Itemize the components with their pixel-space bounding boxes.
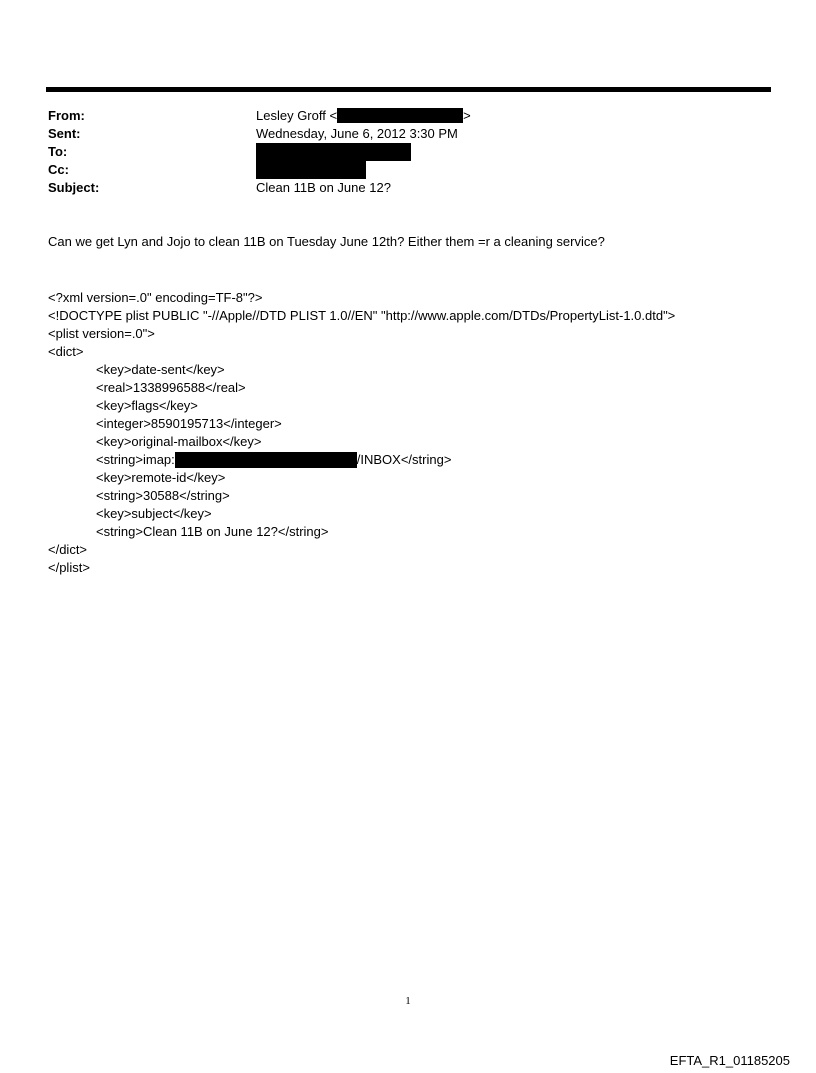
redacted-to-recipients — [256, 143, 411, 161]
subject-row — [48, 179, 748, 197]
from-row — [48, 107, 748, 125]
plist-close: </plist> — [48, 560, 90, 575]
value-date-sent: <real>1338996588</real> — [96, 380, 246, 395]
cc-label: Cc: — [48, 162, 69, 177]
from-label: From: — [48, 108, 85, 123]
from-name: Lesley Groff < — [256, 108, 338, 123]
header-divider — [46, 87, 771, 92]
value-original-mailbox — [48, 451, 675, 469]
cc-row — [48, 161, 748, 179]
doctype-line: <!DOCTYPE plist PUBLIC "-//Apple//DTD PLIST 1.0//EN" "http://www.apple.com/DTDs/PropertyList-1.0.dtd"> — [48, 308, 676, 323]
imap-suffix: /INBOX</string> — [356, 452, 452, 467]
to-label: To: — [48, 144, 68, 159]
dict-close: </dict> — [48, 542, 88, 557]
imap-prefix: <string>imap: — [96, 452, 175, 467]
dict-open: <dict> — [48, 344, 84, 359]
page-number: 1 — [405, 995, 411, 1007]
plist-open: <plist version=.0"> — [48, 326, 155, 341]
redacted-cc-recipients — [256, 161, 366, 179]
key-subject: <key>subject</key> — [96, 506, 212, 521]
plist-xml — [48, 289, 675, 577]
email-header — [48, 107, 748, 197]
xml-declaration: <?xml version=.0" encoding=TF-8"?> — [48, 290, 263, 305]
redacted-mailbox — [175, 452, 357, 468]
value-flags: <integer>8590195713</integer> — [96, 416, 282, 431]
from-suffix: > — [463, 108, 471, 123]
key-date-sent: <key>date-sent</key> — [96, 362, 225, 377]
value-remote-id: <string>30588</string> — [96, 488, 230, 503]
redacted-email — [337, 108, 463, 123]
key-flags: <key>flags</key> — [96, 398, 198, 413]
value-subject: <string>Clean 11B on June 12?</string> — [96, 524, 329, 539]
sent-label: Sent: — [48, 126, 81, 141]
bates-number: EFTA_R1_01185205 — [669, 1053, 790, 1068]
subject-value: Clean 11B on June 12? — [256, 180, 391, 195]
email-body: Can we get Lyn and Jojo to clean 11B on Tuesday June 12th? Either them =r a cleaning service? — [48, 234, 605, 249]
sent-row — [48, 125, 748, 143]
subject-label: Subject: — [48, 180, 100, 195]
sent-value: Wednesday, June 6, 2012 3:30 PM — [256, 126, 458, 141]
key-original-mailbox: <key>original-mailbox</key> — [96, 434, 262, 449]
key-remote-id: <key>remote-id</key> — [96, 470, 226, 485]
from-value — [256, 107, 471, 125]
